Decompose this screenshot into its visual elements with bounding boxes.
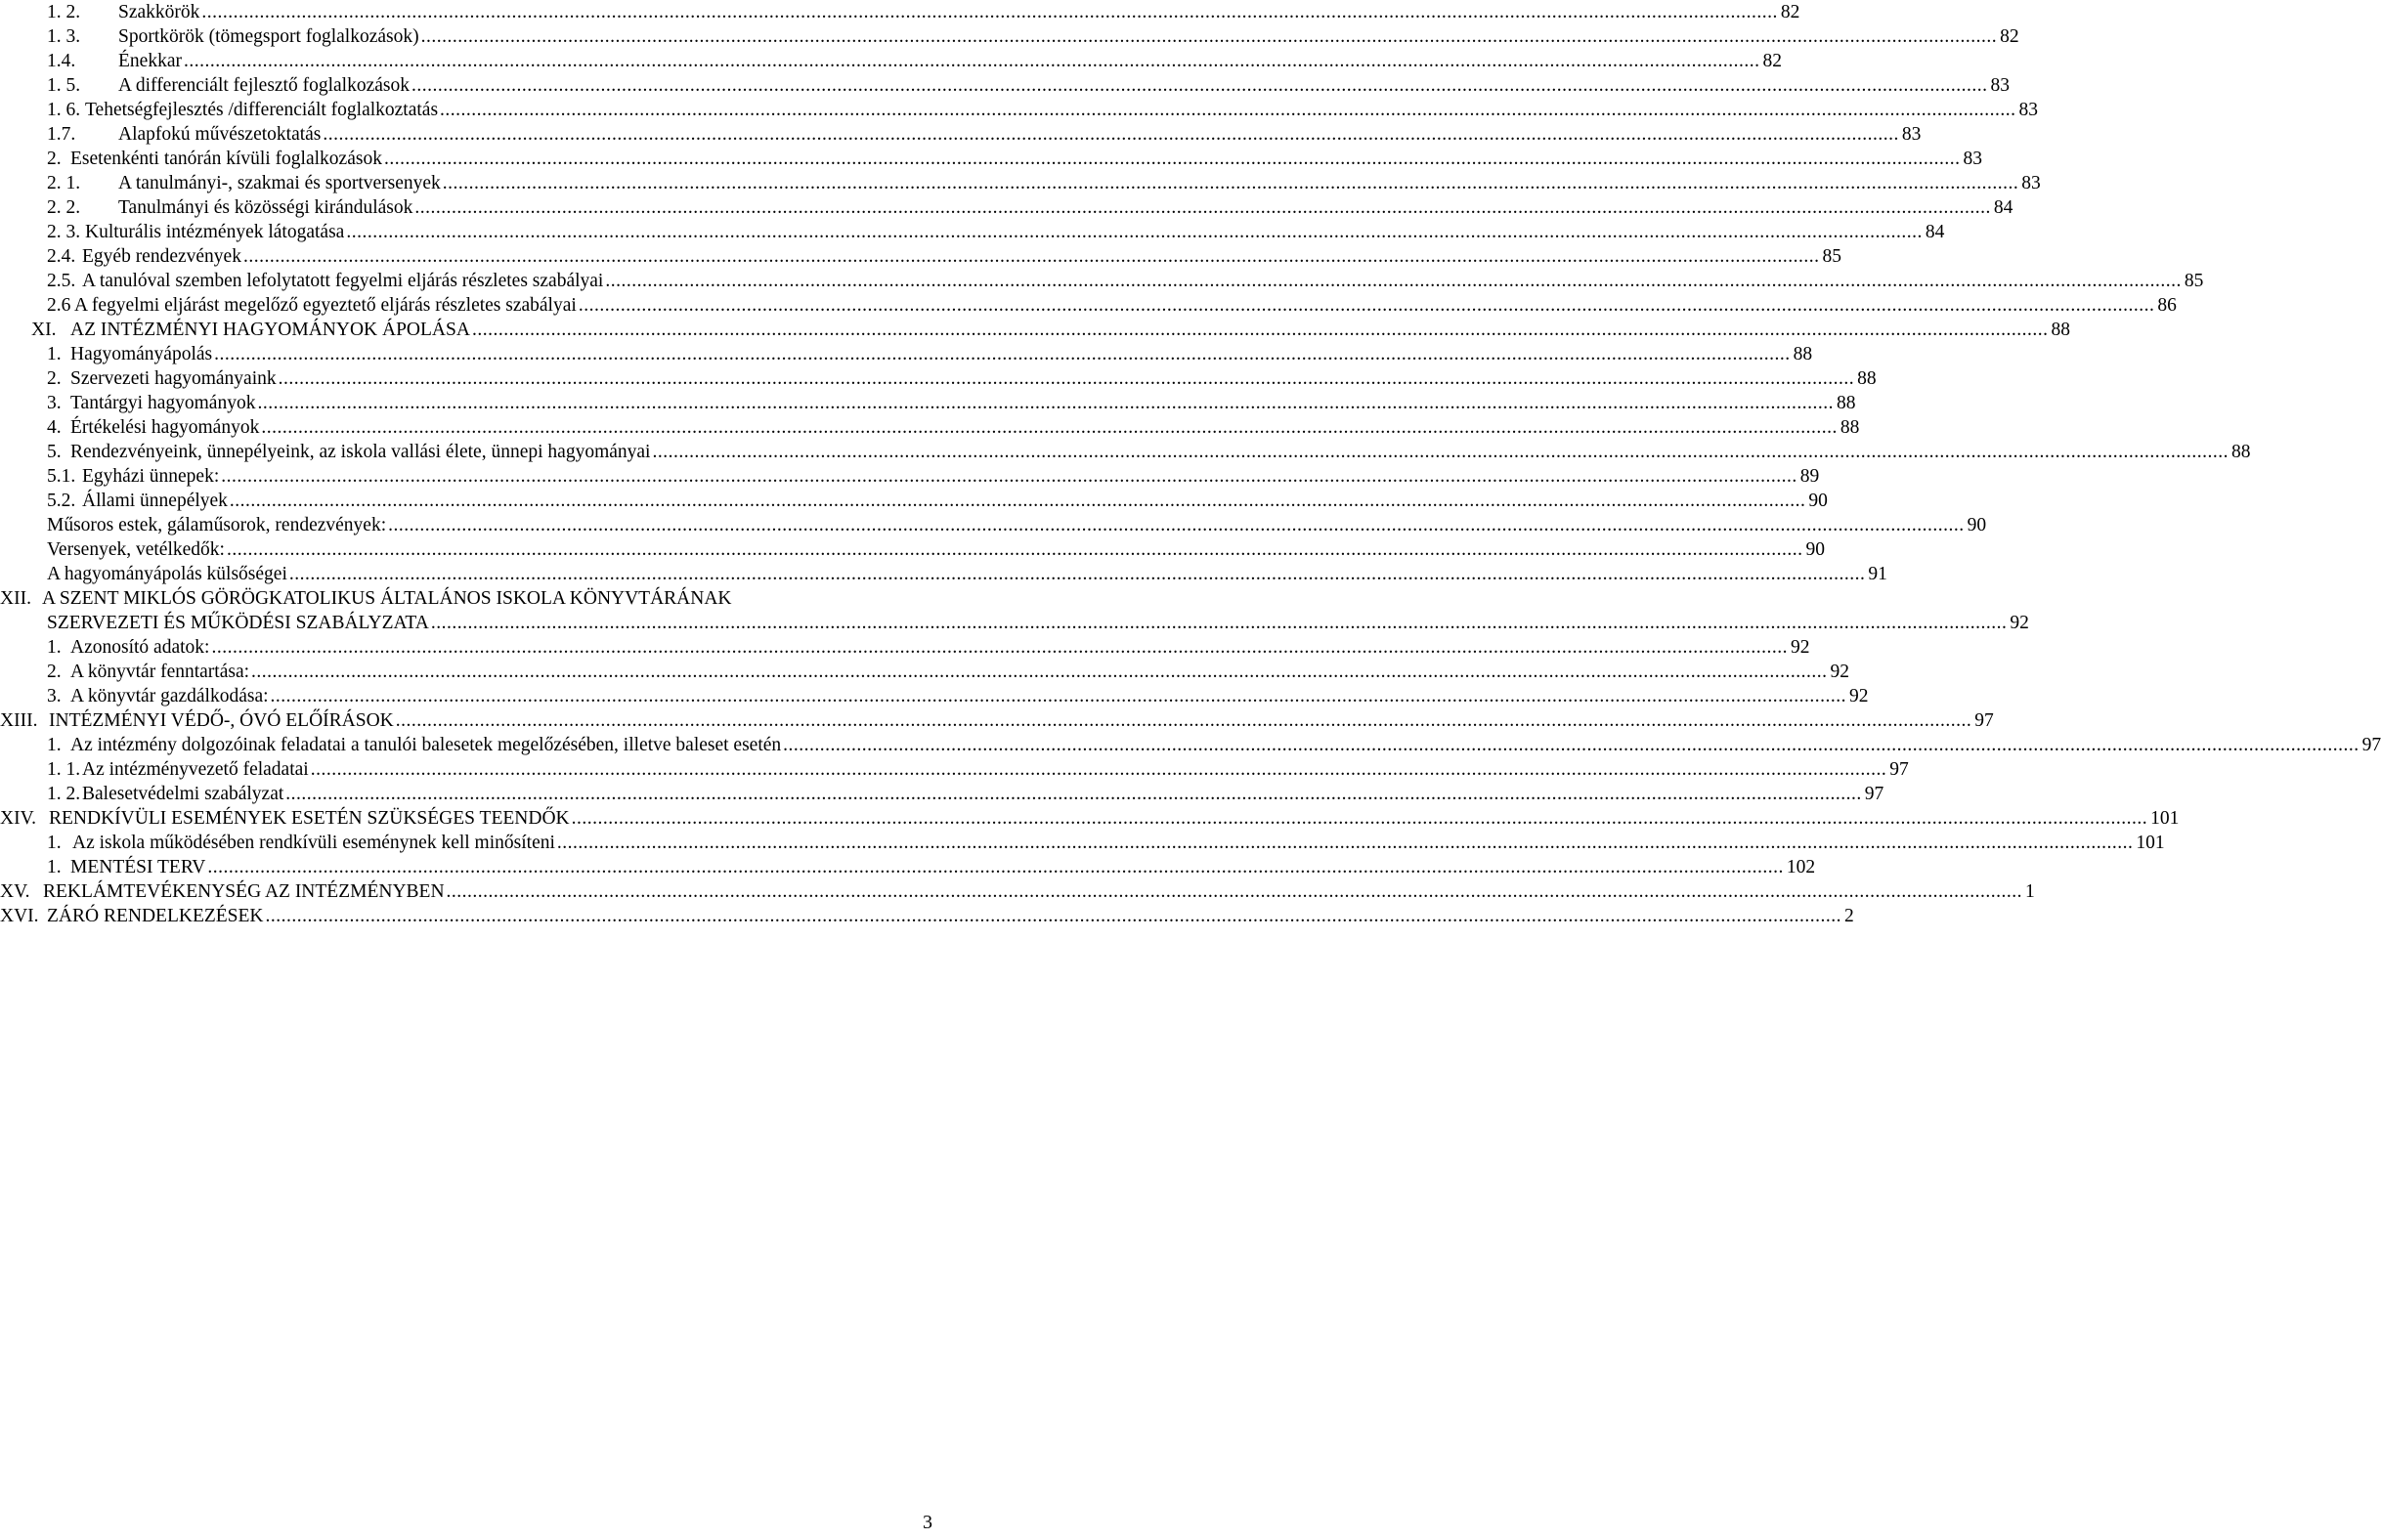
- toc-entry-page: 92: [2010, 613, 2029, 633]
- toc-leader-dots: ............................................................................................................................................................................................................................................................................................................: [578, 295, 2155, 316]
- toc-entry-number: 1. 5.: [47, 75, 81, 96]
- toc-entry-title: Egyéb rendezvények: [82, 246, 241, 267]
- toc-entry-number: 1.: [47, 857, 62, 877]
- toc-leader-dots: ............................................................................................................................................................................................................................................................................................................: [414, 197, 1991, 218]
- toc-entry-page: 91: [1868, 564, 1887, 584]
- toc-entry: [47, 122, 1922, 147]
- toc-entry-page: 82: [2000, 26, 2019, 47]
- toc-leader-dots: ............................................................................................................................................................................................................................................................................................................: [221, 466, 1797, 487]
- toc-entry-page: 97: [2361, 735, 2381, 755]
- toc-entry: [0, 806, 2180, 831]
- toc-entry-title: Az intézmény dolgozóinak feladatai a tanulói balesetek megelőzésében, illetve baleset esetén: [70, 735, 782, 755]
- toc-entry: [47, 782, 1884, 806]
- toc-entry-page: 83: [1963, 149, 1982, 169]
- toc-entry: [47, 342, 1813, 366]
- page-number: 3: [923, 1512, 932, 1533]
- toc-entry-page: 83: [1990, 75, 2010, 96]
- toc-entry-page: 84: [1925, 222, 1945, 242]
- toc-entry: [47, 757, 1909, 782]
- toc-entry-page: 92: [1830, 662, 1850, 682]
- toc-entry: [47, 660, 1850, 684]
- toc-entry-page: 90: [1808, 491, 1828, 511]
- toc-entry-number: 2. 2.: [47, 197, 81, 218]
- toc-leader-dots: ............................................................................................................................................................................................................................................................................................................: [323, 124, 1899, 145]
- toc-entry: [0, 904, 1854, 928]
- toc-entry-number: 1.: [47, 344, 62, 364]
- toc-entry-title: Alapfokú művészetoktatás: [118, 124, 322, 145]
- toc-leader-dots: ............................................................................................................................................................................................................................................................................................................: [446, 881, 2023, 902]
- toc-entry-page: 85: [1822, 246, 1841, 267]
- toc-entry-title: A könyvtár gazdálkodása:: [70, 686, 269, 706]
- toc-entry-title: A könyvtár fenntartása:: [70, 662, 250, 682]
- toc-entry-title: Szervezeti hagyományaink: [70, 368, 277, 389]
- toc-entry-title: Tehetségfejlesztés /differenciált foglalkoztatás: [85, 100, 439, 120]
- toc-entry-title: Tantárgyi hagyományok: [70, 393, 256, 413]
- toc-entry-page: 82: [1780, 2, 1800, 22]
- toc-entry: [47, 269, 2204, 293]
- toc-entry-page: 92: [1849, 686, 1869, 706]
- toc-entry-title: A tanulóval szemben lefolytatott fegyelmi eljárás részletes szabályai: [82, 271, 604, 291]
- toc-entry: [47, 391, 1856, 415]
- toc-entry: [47, 684, 1869, 708]
- toc-entry-title: SZERVEZETI ÉS MŰKÖDÉSI SZABÁLYZATA: [47, 613, 429, 633]
- toc-entry-title: Tanulmányi és közösségi kirándulások: [118, 197, 413, 218]
- toc-entry-page: 88: [1836, 393, 1856, 413]
- toc-leader-dots: ............................................................................................................................................................................................................................................................................................................: [440, 100, 2016, 120]
- toc-entry-number: 1. 6.: [47, 100, 81, 120]
- toc-leader-dots: ............................................................................................................................................................................................................................................................................................................: [229, 491, 1806, 511]
- toc-leader-dots: ............................................................................................................................................................................................................................................................................................................: [251, 662, 1828, 682]
- toc-entry: [47, 440, 2251, 464]
- toc-entry-title: A differenciált fejlesztő foglalkozások: [118, 75, 410, 96]
- toc-entry-page: 89: [1799, 466, 1820, 487]
- toc-entry: [0, 708, 1994, 733]
- toc-entry-number: XIII.: [0, 710, 38, 731]
- toc-entry-page: 90: [1805, 539, 1825, 560]
- toc-entry: [47, 73, 2010, 98]
- toc-entry-number: 2.6: [47, 295, 71, 316]
- toc-leader-dots: ............................................................................................................................................................................................................................................................................................................: [388, 515, 1965, 535]
- toc-entry: [47, 537, 1825, 562]
- toc-entry: [47, 513, 1987, 537]
- toc-entry: [47, 635, 1810, 660]
- toc-entry-number: 2.4.: [47, 246, 76, 267]
- toc-entry-title: Szakkörök: [118, 2, 200, 22]
- toc-entry-number: XII.: [0, 588, 31, 609]
- toc-entry-page: 88: [2230, 442, 2251, 462]
- toc-entry-number: 1. 2.: [47, 2, 81, 22]
- toc-leader-dots: ............................................................................................................................................................................................................................................................................................................: [285, 784, 1862, 804]
- toc-entry-page: 88: [1857, 368, 1877, 389]
- toc-leader-dots: ............................................................................................................................................................................................................................................................................................................: [270, 686, 1847, 706]
- toc-leader-dots: ............................................................................................................................................................................................................................................................................................................: [242, 246, 1820, 267]
- toc-entry-title: A SZENT MIKLÓS GÖRÖGKATOLIKUS ÁLTALÁNOS ISKOLA KÖNYVTÁRÁNAK: [42, 588, 732, 609]
- toc-entry: [47, 244, 1841, 269]
- toc-entry: [0, 586, 932, 611]
- toc-entry-page: 86: [2157, 295, 2177, 316]
- toc-entry-title: Az intézményvezető feladatai: [82, 759, 309, 780]
- toc-entry-number: 1.: [47, 637, 62, 658]
- toc-entry-number: 2. 1.: [47, 173, 81, 193]
- toc-entry-title: MENTÉSI TERV: [70, 857, 206, 877]
- toc-entry-page: 88: [1793, 344, 1813, 364]
- toc-entry-title: Hagyományápolás: [70, 344, 213, 364]
- toc-entry-title: REKLÁMTEVÉKENYSÉG AZ INTÉZMÉNYBEN: [43, 881, 445, 902]
- toc-entry-number: 1.: [47, 735, 62, 755]
- toc-leader-dots: ............................................................................................................................................................................................................................................................................................................: [605, 271, 2182, 291]
- toc-entry-page: 85: [2184, 271, 2204, 291]
- toc-entry-number: 5.1.: [47, 466, 76, 487]
- toc-entry: [47, 611, 2029, 635]
- toc-entry: [47, 24, 2019, 49]
- toc-leader-dots: ............................................................................................................................................................................................................................................................................................................: [226, 539, 1803, 560]
- toc-entry-number: 2.: [47, 662, 62, 682]
- toc-entry: [47, 220, 1945, 244]
- toc-entry: [47, 489, 1828, 513]
- toc-entry-number: 2.5.: [47, 271, 76, 291]
- toc-leader-dots: ............................................................................................................................................................................................................................................................................................................: [278, 368, 1855, 389]
- toc-entry-page: 97: [1974, 710, 1994, 731]
- toc-entry: [47, 733, 2381, 757]
- toc-leader-dots: ............................................................................................................................................................................................................................................................................................................: [211, 637, 1788, 658]
- toc-entry-title: AZ INTÉZMÉNYI HAGYOMÁNYOK ÁPOLÁSA: [70, 320, 470, 340]
- toc-leader-dots: ............................................................................................................................................................................................................................................................................................................: [201, 2, 1778, 22]
- toc-entry-title: Azonosító adatok:: [70, 637, 210, 658]
- toc-leader-dots: ............................................................................................................................................................................................................................................................................................................: [265, 906, 1842, 926]
- toc-entry-page: 88: [1840, 417, 1860, 438]
- toc-entry-title: Esetenkénti tanórán kívüli foglalkozások: [70, 149, 382, 169]
- toc-entry-title: Egyházi ünnepek:: [82, 466, 220, 487]
- toc-entry-page: 97: [1864, 784, 1884, 804]
- toc-entry: [47, 831, 2165, 855]
- toc-leader-dots: ............................................................................................................................................................................................................................................................................................................: [207, 857, 1784, 877]
- toc-leader-dots: ............................................................................................................................................................................................................................................................................................................: [383, 149, 1961, 169]
- toc-leader-dots: ............................................................................................................................................................................................................................................................................................................: [411, 75, 1988, 96]
- toc-leader-dots: ............................................................................................................................................................................................................................................................................................................: [288, 564, 1866, 584]
- toc-entry-number: 1. 2.: [47, 784, 81, 804]
- toc-entry: [47, 0, 1800, 24]
- toc-leader-dots: ............................................................................................................................................................................................................................................................................................................: [420, 26, 1998, 47]
- toc-entry-number: XIV.: [0, 808, 37, 829]
- toc-entry-number: 1. 1.: [47, 759, 81, 780]
- toc-entry-page: 90: [1967, 515, 1987, 535]
- toc-leader-dots: ............................................................................................................................................................................................................................................................................................................: [346, 222, 1923, 242]
- toc-leader-dots: ............................................................................................................................................................................................................................................................................................................: [183, 51, 1760, 71]
- toc-leader-dots: ............................................................................................................................................................................................................................................................................................................: [471, 320, 2049, 340]
- toc-entry-title: Énekkar: [118, 51, 182, 71]
- toc-entry-title: INTÉZMÉNYI VÉDŐ-, ÓVÓ ELŐÍRÁSOK: [49, 710, 394, 731]
- toc-entry-page: 97: [1889, 759, 1909, 780]
- toc-entry-page: 2: [1844, 906, 1854, 926]
- toc-entry-number: XV.: [0, 881, 30, 902]
- toc-leader-dots: ............................................................................................................................................................................................................................................................................................................: [571, 808, 2148, 829]
- toc-leader-dots: ............................................................................................................................................................................................................................................................................................................: [261, 417, 1838, 438]
- toc-leader-dots: ............................................................................................................................................................................................................................................................................................................: [556, 833, 2134, 853]
- toc-entry-number: 4.: [47, 417, 62, 438]
- toc-entry-title: Kulturális intézmények látogatása: [85, 222, 345, 242]
- toc-leader-dots: ............................................................................................................................................................................................................................................................................................................: [783, 735, 2359, 755]
- toc-entry-number: 1.4.: [47, 51, 76, 71]
- toc-entry-page: 83: [2021, 173, 2041, 193]
- toc-entry-number: 2.: [47, 149, 62, 169]
- toc-entry-title: Értékelési hagyományok: [70, 417, 260, 438]
- toc-entry-number: XVI.: [0, 906, 39, 926]
- toc-entry-title: Versenyek, vetélkedők:: [47, 539, 225, 560]
- toc-entry-title: RENDKÍVÜLI ESEMÉNYEK ESETÉN SZÜKSÉGES TEENDŐK: [49, 808, 570, 829]
- toc-entry-title: A tanulmányi-, szakmai és sportversenyek: [118, 173, 441, 193]
- toc-entry-number: XI.: [31, 320, 57, 340]
- toc-leader-dots: ............................................................................................................................................................................................................................................................................................................: [257, 393, 1834, 413]
- toc-entry-title: Az iskola működésében rendkívüli eseménynek kell minősíteni: [72, 833, 555, 853]
- toc-entry: [31, 318, 2070, 342]
- toc-entry-page: 101: [2136, 833, 2165, 853]
- toc-entry: [47, 855, 1816, 879]
- toc-leader-dots: ............................................................................................................................................................................................................................................................................................................: [395, 710, 1972, 731]
- toc-entry: [47, 147, 1982, 171]
- toc-entry: [47, 293, 2177, 318]
- toc-entry-number: 2. 3.: [47, 222, 81, 242]
- toc-leader-dots: ............................................................................................................................................................................................................................................................................................................: [310, 759, 1887, 780]
- toc-entry-title: Sportkörök (tömegsport foglalkozások): [118, 26, 419, 47]
- toc-entry: [47, 49, 1782, 73]
- toc-entry-number: 5.2.: [47, 491, 76, 511]
- toc-leader-dots: ............................................................................................................................................................................................................................................................................................................: [430, 613, 2008, 633]
- toc-entry-title: Műsoros estek, gálaműsorok, rendezvények:: [47, 515, 387, 535]
- toc-leader-dots: ............................................................................................................................................................................................................................................................................................................: [652, 442, 2229, 462]
- toc-entry-page: 84: [1993, 197, 2013, 218]
- toc-leader-dots: ............................................................................................................................................................................................................................................................................................................: [442, 173, 2019, 193]
- toc-entry-title: A fegyelmi eljárást megelőző egyeztető eljárás részletes szabályai: [74, 295, 577, 316]
- toc-entry-page: 83: [2018, 100, 2039, 120]
- toc-entry: [47, 171, 2041, 195]
- toc-entry: [47, 562, 1887, 586]
- toc-entry-page: 88: [2051, 320, 2070, 340]
- toc-entry-number: 1.7.: [47, 124, 76, 145]
- toc-entry-number: 3.: [47, 393, 62, 413]
- toc-entry-number: 3.: [47, 686, 62, 706]
- toc-entry: [47, 415, 1860, 440]
- toc-entry-page: 92: [1790, 637, 1810, 658]
- toc-entry: [47, 195, 2013, 220]
- toc-entry-page: 82: [1762, 51, 1782, 71]
- toc-entry-page: 1: [2025, 881, 2035, 902]
- toc-entry-title: A hagyományápolás külsőségei: [47, 564, 287, 584]
- toc-entry-number: 5.: [47, 442, 62, 462]
- toc-entry: [47, 366, 1877, 391]
- toc-leader-dots: ............................................................................................................................................................................................................................................................................................................: [214, 344, 1791, 364]
- toc-entry-title: Rendezvényeink, ünnepélyeink, az iskola vallási élete, ünnepi hagyományai: [70, 442, 651, 462]
- toc-entry: [0, 879, 2035, 904]
- toc-entry-title: Állami ünnepélyek: [82, 491, 228, 511]
- toc-entry-title: Balesetvédelmi szabályzat: [82, 784, 284, 804]
- toc-entry-number: 2.: [47, 368, 62, 389]
- toc-entry: [47, 98, 2039, 122]
- toc-entry-title: ZÁRÓ RENDELKEZÉSEK: [47, 906, 264, 926]
- toc-entry-page: 101: [2150, 808, 2180, 829]
- toc-entry-number: 1.: [47, 833, 62, 853]
- toc-entry-page: 83: [1901, 124, 1922, 145]
- toc-entry-page: 102: [1786, 857, 1816, 877]
- toc-entry: [47, 464, 1820, 489]
- toc-entry-number: 1. 3.: [47, 26, 81, 47]
